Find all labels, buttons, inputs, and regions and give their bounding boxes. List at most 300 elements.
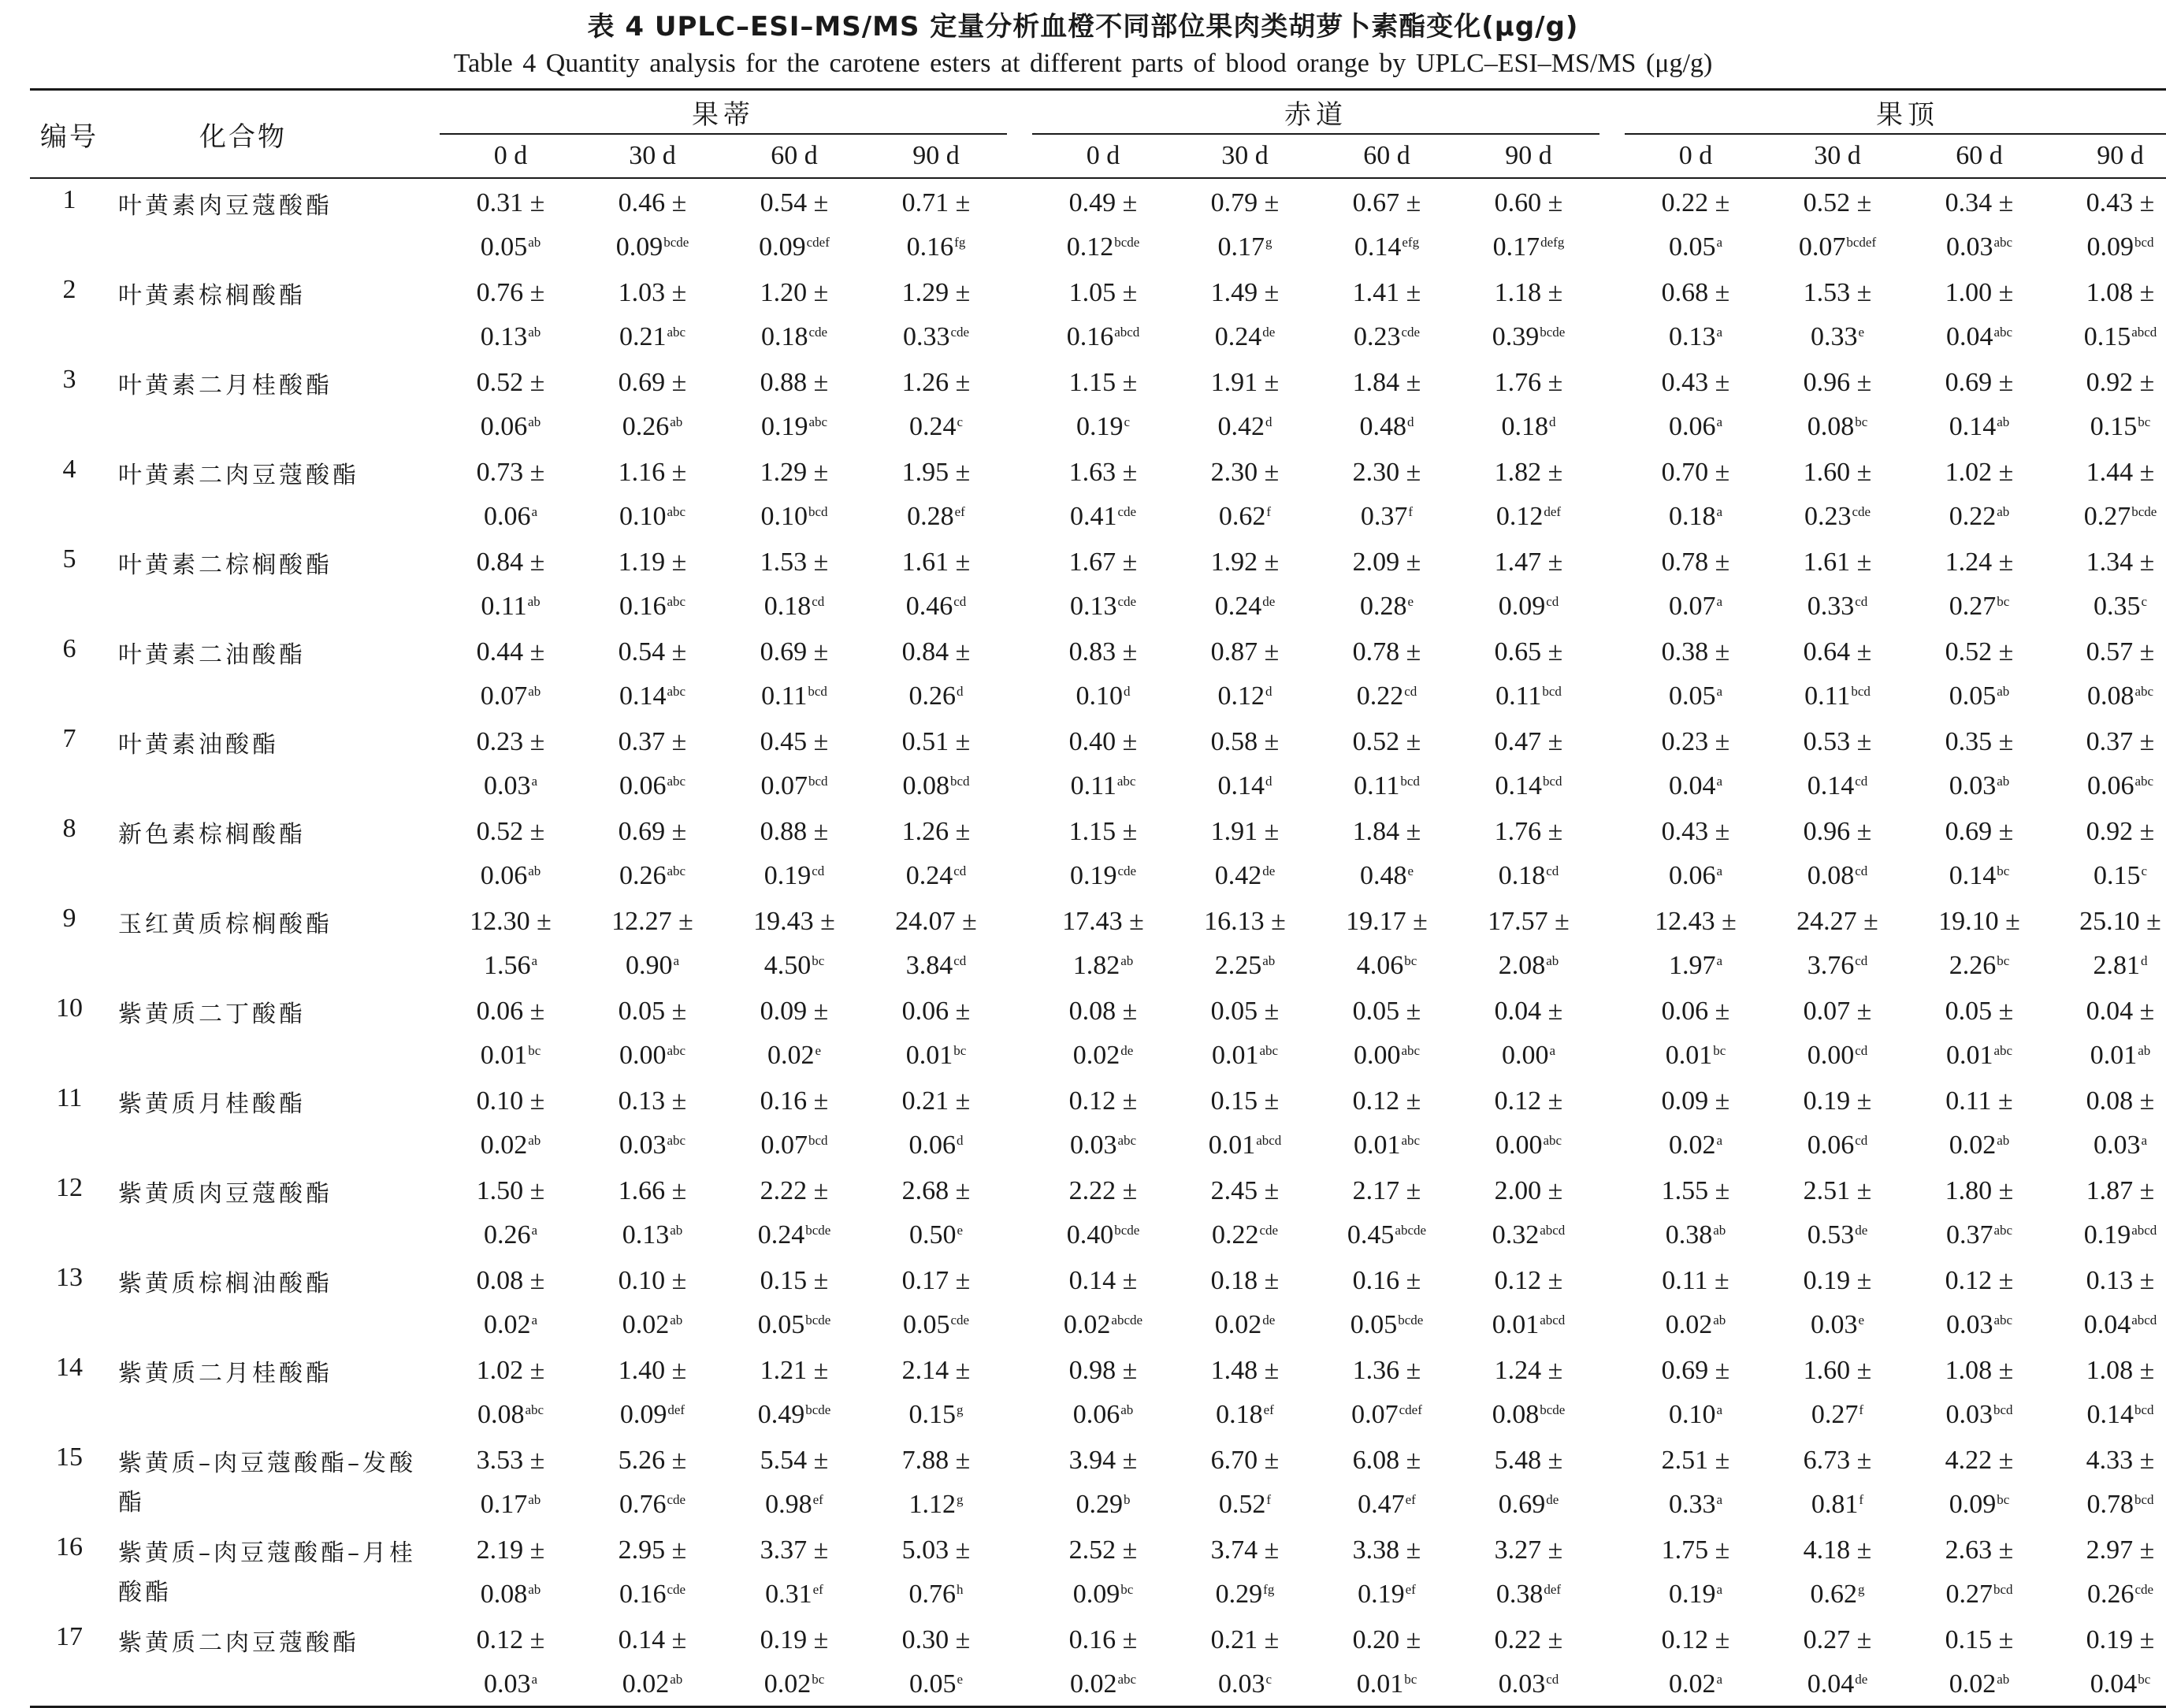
- sd-line: [440, 852, 581, 896]
- mean-value: 5.54 ±: [760, 1446, 829, 1475]
- value-cell: [1625, 628, 1767, 718]
- mean-value: 2.51 ±: [1803, 1176, 1872, 1205]
- sd-value: 0.07: [1351, 1400, 1399, 1429]
- sd-value: 0.06: [1668, 412, 1716, 441]
- header-group-label: 果顶: [1876, 98, 1939, 131]
- sd-line: [865, 852, 1007, 896]
- mean-value: 0.09 ±: [760, 997, 829, 1026]
- header-day: 90 d: [865, 134, 1007, 178]
- value-cell: [1625, 178, 1767, 269]
- sd-value: 0.03: [1069, 1131, 1117, 1160]
- value-cell: [1767, 628, 1908, 718]
- sd-line: [1908, 1031, 2050, 1075]
- sd-line: [2050, 403, 2166, 447]
- sd-line: [2050, 941, 2166, 986]
- mean-value: 2.95 ±: [618, 1535, 687, 1565]
- mean-value: 2.00 ±: [1494, 1176, 1563, 1205]
- significance-letters: cd: [953, 863, 967, 878]
- sd-value: 0.02: [1072, 1041, 1120, 1070]
- value-cell: [581, 897, 723, 987]
- sd-value: 0.23: [1353, 322, 1401, 351]
- significance-letters: bcd: [2134, 1492, 2154, 1507]
- mean-value: 1.61 ±: [1803, 548, 1872, 577]
- sd-line: [581, 313, 723, 357]
- significance-letters: fg: [954, 235, 966, 250]
- mean-value: 0.19 ±: [1803, 1266, 1872, 1295]
- row-number: 2: [62, 275, 76, 304]
- value-cell: [2050, 358, 2166, 448]
- mean-value: 0.65 ±: [1494, 637, 1563, 666]
- significance-letters: abc: [1259, 1043, 1279, 1058]
- sd-value: 0.05: [1668, 232, 1716, 262]
- value-cell: [581, 448, 723, 538]
- sd-line: [1316, 1391, 1458, 1435]
- sd-line: [723, 1121, 865, 1165]
- sd-value: 4.06: [1356, 951, 1404, 980]
- sd-line: [1625, 672, 1767, 716]
- value-cell: [865, 1077, 1007, 1167]
- sd-line: [1625, 1031, 1767, 1075]
- sd-line: [1908, 941, 2050, 986]
- value-cell: [865, 718, 1007, 808]
- header-day: 90 d: [2050, 134, 2166, 178]
- sd-line: [1316, 1480, 1458, 1524]
- sd-line: [1032, 941, 1174, 986]
- sd-line: [1908, 313, 2050, 357]
- sd-value: 0.26: [2086, 1580, 2134, 1609]
- sd-value: 0.02: [480, 1131, 528, 1160]
- value-cell: [1767, 358, 1908, 448]
- sd-value: 0.11: [1070, 771, 1116, 800]
- sd-line: [1458, 403, 1599, 447]
- significance-letters: de: [1262, 594, 1276, 609]
- sd-line: [1625, 1480, 1767, 1524]
- value-cell: [1032, 1077, 1174, 1167]
- significance-letters: ab: [528, 1133, 541, 1148]
- value-cell: [1174, 1257, 1316, 1346]
- mean-value: 1.40 ±: [618, 1356, 687, 1385]
- value-cell: [1908, 1167, 2050, 1257]
- mean-value: 3.94 ±: [1068, 1446, 1138, 1475]
- sd-line: [1316, 762, 1458, 806]
- sd-line: [865, 1570, 1007, 1614]
- significance-letters: defg: [1540, 235, 1565, 250]
- mean-value: 1.61 ±: [901, 548, 971, 577]
- mean-value: 2.51 ±: [1661, 1446, 1730, 1475]
- sd-line: [440, 672, 581, 716]
- value-cell: [1767, 178, 1908, 269]
- sd-line: [1625, 1660, 1767, 1704]
- value-cell: [440, 897, 581, 987]
- header-day: 60 d: [1316, 134, 1458, 178]
- value-cell: [1625, 987, 1767, 1077]
- sd-value: 0.08: [1492, 1400, 1540, 1429]
- value-cell: [1032, 1257, 1174, 1346]
- sd-line: [1174, 1480, 1316, 1524]
- significance-letters: ef: [954, 504, 965, 519]
- sd-value: 0.05: [902, 1310, 950, 1339]
- value-cell: [1032, 269, 1174, 358]
- significance-letters: abc: [667, 863, 686, 878]
- significance-letters: ab: [670, 1672, 683, 1687]
- sd-line: [1174, 313, 1316, 357]
- column-gap: [1007, 987, 1032, 1077]
- value-cell: [1908, 628, 2050, 718]
- mean-value: 1.21 ±: [760, 1356, 829, 1385]
- sd-line: [440, 1480, 581, 1524]
- mean-value: 1.76 ±: [1494, 817, 1563, 846]
- significance-letters: ab: [1262, 953, 1276, 968]
- value-cell: [1174, 448, 1316, 538]
- sd-value: 0.15: [2093, 861, 2141, 890]
- column-gap: [1599, 1436, 1625, 1526]
- sd-value: 0.08: [2086, 681, 2134, 711]
- sd-value: 0.24: [908, 412, 957, 441]
- sd-value: 0.01: [905, 1041, 953, 1070]
- value-cell: [1908, 1616, 2050, 1707]
- sd-value: 0.16: [906, 232, 954, 262]
- sd-line: [440, 403, 581, 447]
- significance-letters: bcde: [805, 1402, 831, 1417]
- significance-letters: ab: [528, 1492, 541, 1507]
- significance-letters: abc: [1993, 235, 2013, 250]
- sd-line: [2050, 1211, 2166, 1255]
- significance-letters: abc: [667, 594, 686, 609]
- header-day: 30 d: [1767, 134, 1908, 178]
- significance-letters: cde: [2134, 1582, 2154, 1597]
- value-cell: [2050, 808, 2166, 897]
- mean-value: 1.02 ±: [1945, 458, 2014, 487]
- mean-value: 0.58 ±: [1210, 727, 1280, 756]
- sd-line: [1767, 403, 1908, 447]
- significance-letters: d: [1124, 684, 1131, 699]
- sd-value: 0.14: [619, 681, 667, 711]
- mean-value: 0.19 ±: [760, 1625, 829, 1654]
- sd-line: [1767, 1211, 1908, 1255]
- sd-value: 0.19: [1358, 1580, 1405, 1609]
- sd-value: 0.98: [765, 1490, 812, 1519]
- sd-value: 0.42: [1214, 861, 1262, 890]
- sd-value: 0.38: [1665, 1220, 1713, 1249]
- mean-value: 2.17 ±: [1352, 1176, 1421, 1205]
- sd-value: 3.76: [1807, 951, 1855, 980]
- value-cell: [723, 1346, 865, 1436]
- sd-value: 0.09: [619, 1400, 667, 1429]
- significance-letters: cd: [1855, 953, 1868, 968]
- sd-value: 0.76: [619, 1490, 667, 1519]
- value-cell: [2050, 269, 2166, 358]
- significance-letters: a: [531, 1223, 538, 1238]
- sd-value: 0.10: [1076, 681, 1123, 711]
- column-gap: [1007, 538, 1032, 628]
- mean-value: 0.34 ±: [1945, 188, 2014, 217]
- sd-line: [723, 313, 865, 357]
- mean-value: 1.15 ±: [1068, 817, 1138, 846]
- sd-value: 0.02: [622, 1669, 670, 1699]
- table-row: [30, 269, 2166, 358]
- header-group-equator: [1032, 90, 1599, 135]
- header-compound: 化合物: [109, 90, 440, 179]
- sd-value: 0.15: [2090, 412, 2138, 441]
- value-cell: [1032, 808, 1174, 897]
- mean-value: 25.10 ±: [2079, 907, 2161, 936]
- significance-letters: g: [1265, 235, 1272, 250]
- sd-line: [1316, 223, 1458, 267]
- value-cell: [1458, 897, 1599, 987]
- mean-value: 1.91 ±: [1210, 817, 1280, 846]
- mean-value: 1.76 ±: [1494, 368, 1563, 397]
- header-day: 90 d: [1458, 134, 1599, 178]
- significance-letters: bc: [2138, 1672, 2151, 1687]
- mean-value: 0.07 ±: [1803, 997, 1872, 1026]
- significance-letters: ab: [670, 414, 683, 429]
- significance-letters: abc: [667, 684, 686, 699]
- significance-letters: f: [1408, 504, 1414, 519]
- significance-letters: cde: [1117, 863, 1137, 878]
- sd-value: 0.09: [615, 232, 663, 262]
- significance-letters: cd: [1855, 1043, 1868, 1058]
- sd-line: [1908, 223, 2050, 267]
- table-row: [30, 1346, 2166, 1436]
- value-cell: [1767, 1616, 1908, 1707]
- sd-value: 0.14: [1949, 412, 1997, 441]
- mean-value: 1.26 ±: [901, 817, 971, 846]
- header-gap: [1007, 134, 1032, 178]
- significance-letters: bcd: [1542, 684, 1562, 699]
- mean-value: 0.05 ±: [618, 997, 687, 1026]
- sd-line: [1767, 1570, 1908, 1614]
- sd-line: [2050, 223, 2166, 267]
- value-cell: [1032, 628, 1174, 718]
- sd-value: 0.27: [2083, 502, 2131, 531]
- value-cell: [1767, 1257, 1908, 1346]
- value-cell: [1458, 448, 1599, 538]
- sd-line: [1174, 492, 1316, 537]
- sd-line: [581, 852, 723, 896]
- mean-value: 0.96 ±: [1803, 817, 1872, 846]
- value-cell: [1767, 448, 1908, 538]
- sd-value: 0.03: [483, 771, 531, 800]
- mean-value: 1.44 ±: [2086, 458, 2155, 487]
- column-gap: [1007, 1077, 1032, 1167]
- value-cell: [1316, 897, 1458, 987]
- sd-line: [1032, 1301, 1174, 1345]
- significance-letters: abc: [667, 1133, 686, 1148]
- sd-line: [2050, 313, 2166, 357]
- sd-value: 0.24: [1214, 592, 1262, 621]
- sd-line: [1458, 492, 1599, 537]
- sd-value: 0.13: [622, 1220, 670, 1249]
- mean-value: 0.19 ±: [2086, 1625, 2155, 1654]
- sd-line: [723, 941, 865, 986]
- significance-letters: bcde: [1114, 235, 1140, 250]
- mean-value: 0.11 ±: [1945, 1086, 2013, 1116]
- significance-letters: bc: [1120, 1582, 1134, 1597]
- sd-line: [1174, 1660, 1316, 1704]
- sd-line: [1625, 492, 1767, 537]
- value-cell: [1174, 269, 1316, 358]
- mean-value: 1.20 ±: [760, 278, 829, 307]
- sd-value: 0.07: [480, 681, 528, 711]
- sd-value: 0.14: [1217, 771, 1265, 800]
- value-cell: [723, 1616, 865, 1707]
- sd-value: 0.48: [1359, 861, 1407, 890]
- sd-line: [1032, 582, 1174, 626]
- mean-value: 0.05 ±: [1210, 997, 1280, 1026]
- significance-letters: d: [1407, 414, 1414, 429]
- sd-value: 0.05: [757, 1310, 805, 1339]
- significance-letters: bc: [1997, 1492, 2010, 1507]
- sd-value: 0.05: [908, 1669, 957, 1699]
- value-cell: [2050, 1616, 2166, 1707]
- sd-line: [723, 1391, 865, 1435]
- mean-value: 1.34 ±: [2086, 548, 2155, 577]
- value-cell: [723, 1526, 865, 1616]
- significance-letters: d: [2141, 953, 2148, 968]
- value-cell: [723, 1436, 865, 1526]
- significance-letters: cde: [667, 1582, 686, 1597]
- significance-letters: bcd: [1993, 1582, 2013, 1597]
- row-number: 7: [62, 724, 76, 753]
- value-cell: [440, 1526, 581, 1616]
- mean-value: 0.22 ±: [1661, 188, 1730, 217]
- mean-value: 0.12 ±: [1352, 1086, 1421, 1116]
- significance-letters: cd: [1855, 1133, 1868, 1148]
- mean-value: 1.60 ±: [1803, 1356, 1872, 1385]
- sd-value: 0.19: [760, 412, 808, 441]
- mean-value: 2.45 ±: [1210, 1176, 1280, 1205]
- sd-line: [723, 1570, 865, 1614]
- sd-value: 0.11: [1804, 681, 1851, 711]
- significance-letters: ab: [1713, 1313, 1726, 1327]
- value-cell: [440, 538, 581, 628]
- significance-letters: abc: [667, 325, 686, 340]
- table-row: [30, 1257, 2166, 1346]
- significance-letters: ab: [1546, 953, 1559, 968]
- sd-line: [581, 1121, 723, 1165]
- significance-letters: bcd: [1400, 774, 1420, 789]
- value-cell: [581, 1526, 723, 1616]
- mean-value: 0.06 ±: [901, 997, 971, 1026]
- mean-value: 0.15 ±: [760, 1266, 829, 1295]
- mean-value: 0.69 ±: [1945, 368, 2014, 397]
- significance-letters: cde: [1401, 325, 1421, 340]
- sd-line: [1174, 672, 1316, 716]
- sd-line: [1458, 1211, 1599, 1255]
- value-cell: [440, 1077, 581, 1167]
- column-gap: [1599, 628, 1625, 718]
- significance-letters: c: [957, 414, 964, 429]
- mean-value: 1.53 ±: [760, 548, 829, 577]
- significance-letters: abcd: [2131, 325, 2157, 340]
- significance-letters: ab: [670, 1313, 683, 1327]
- mean-value: 1.66 ±: [618, 1176, 687, 1205]
- significance-letters: def: [667, 1402, 685, 1417]
- value-cell: [440, 1167, 581, 1257]
- sd-line: [1625, 852, 1767, 896]
- significance-letters: g: [1858, 1582, 1865, 1597]
- header-group-top: [1625, 90, 2166, 135]
- sd-line: [1458, 1121, 1599, 1165]
- sd-value: 2.08: [1498, 951, 1546, 980]
- mean-value: 0.12 ±: [476, 1625, 545, 1654]
- compound-name: 紫黄质二丁酸酯: [118, 1001, 306, 1028]
- sd-line: [2050, 762, 2166, 806]
- value-cell: [2050, 1257, 2166, 1346]
- column-gap: [1599, 1257, 1625, 1346]
- significance-letters: bcd: [808, 1133, 828, 1148]
- significance-letters: abcd: [1114, 325, 1140, 340]
- compound-name: 紫黄质二月桂酸酯: [118, 1360, 333, 1387]
- column-gap: [1599, 1077, 1625, 1167]
- significance-letters: abc: [808, 414, 828, 429]
- sd-line: [1458, 1480, 1599, 1524]
- sd-value: 0.76: [908, 1580, 956, 1609]
- sd-line: [865, 1301, 1007, 1345]
- sd-line: [1032, 223, 1174, 267]
- value-cell: [1625, 1616, 1767, 1707]
- significance-letters: abc: [1117, 1133, 1137, 1148]
- sd-line: [440, 582, 581, 626]
- sd-value: 0.33: [1810, 322, 1858, 351]
- mean-value: 0.13 ±: [2086, 1266, 2155, 1295]
- significance-letters: c: [1265, 1672, 1272, 1687]
- sd-value: 0.78: [2086, 1490, 2134, 1519]
- sd-line: [1767, 1660, 1908, 1704]
- value-cell: [1908, 1077, 2050, 1167]
- sd-value: 0.22: [1949, 502, 1997, 531]
- value-cell: [1908, 1257, 2050, 1346]
- sd-line: [865, 492, 1007, 537]
- sd-line: [1458, 1570, 1599, 1614]
- mean-value: 1.16 ±: [618, 458, 687, 487]
- significance-letters: abcd: [2131, 1223, 2157, 1238]
- mean-value: 0.76 ±: [476, 278, 545, 307]
- significance-letters: fg: [1263, 1582, 1275, 1597]
- row-number: 5: [62, 544, 76, 574]
- sd-value: 0.22: [1211, 1220, 1259, 1249]
- value-cell: [1767, 1346, 1908, 1436]
- value-cell: [865, 269, 1007, 358]
- sd-line: [1174, 223, 1316, 267]
- significance-letters: d: [1265, 774, 1272, 789]
- sd-value: 0.48: [1359, 412, 1406, 441]
- mean-value: 0.08 ±: [1068, 997, 1138, 1026]
- significance-letters: ab: [1713, 1223, 1726, 1238]
- sd-value: 0.14: [1354, 232, 1402, 262]
- value-cell: [1458, 808, 1599, 897]
- sd-line: [1458, 941, 1599, 986]
- mean-value: 0.52 ±: [1945, 637, 2014, 666]
- sd-value: 0.08: [1807, 861, 1855, 890]
- value-cell: [1032, 1616, 1174, 1707]
- sd-line: [1908, 762, 2050, 806]
- header-group-label: 赤道: [1284, 98, 1347, 131]
- sd-line: [440, 1211, 581, 1255]
- row-number: 12: [56, 1173, 83, 1202]
- sd-line: [440, 941, 581, 986]
- sd-line: [723, 1480, 865, 1524]
- value-cell: [581, 538, 723, 628]
- significance-letters: efg: [1402, 235, 1420, 250]
- sd-line: [1032, 762, 1174, 806]
- significance-letters: bcde: [1540, 325, 1566, 340]
- table-row: [30, 178, 2166, 269]
- significance-letters: cdef: [1399, 1402, 1422, 1417]
- value-cell: [2050, 897, 2166, 987]
- significance-letters: bc: [1997, 863, 2010, 878]
- sd-value: 3.84: [905, 951, 953, 980]
